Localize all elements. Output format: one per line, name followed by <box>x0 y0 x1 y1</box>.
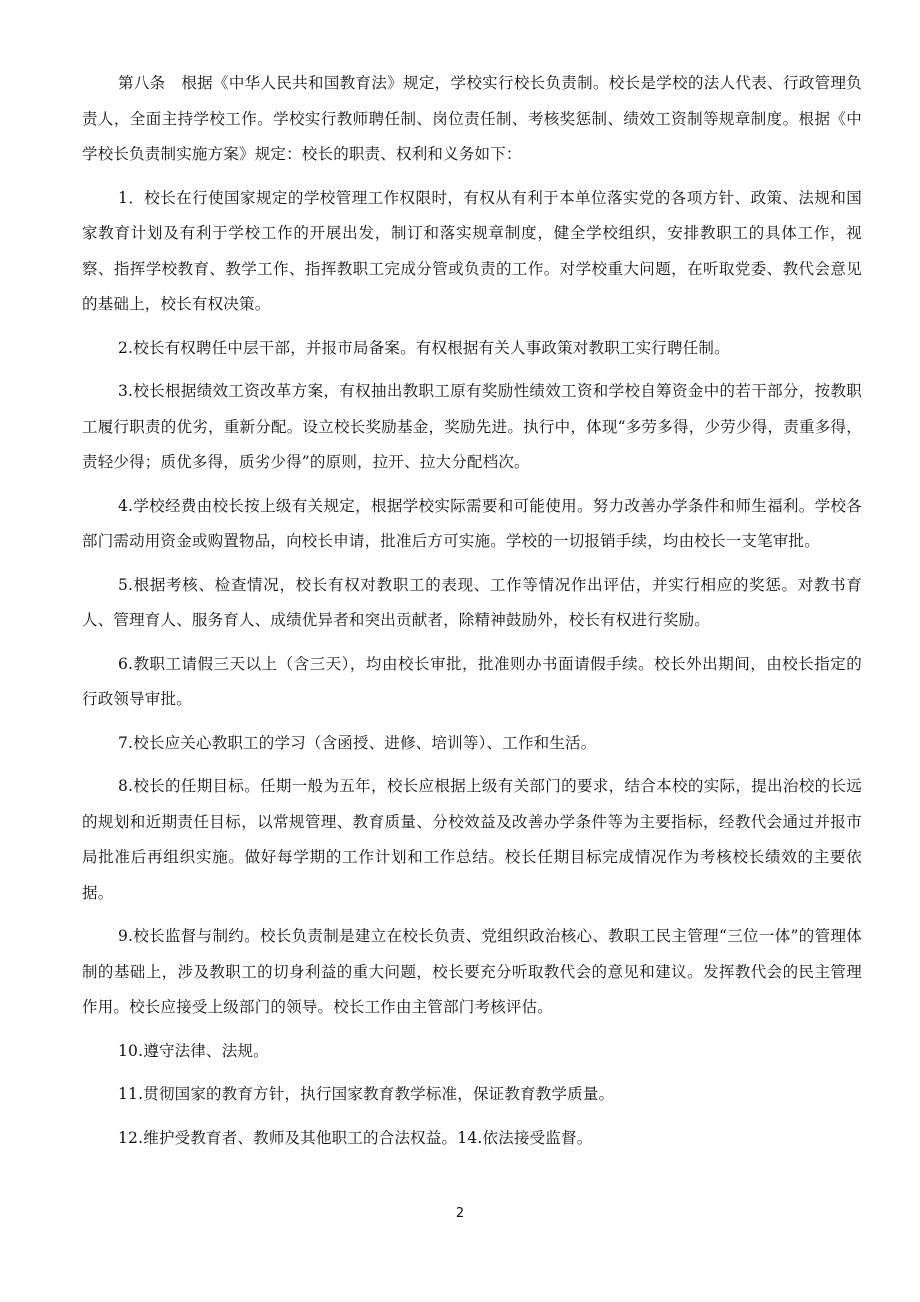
article-intro: 第八条 根据《中华人民共和国教育法》规定，学校实行校长负责制。校长是学校的法人代表、行政管理负责人，全面主持学校工作。学校实行教师聘任制、岗位责任制、考核奖惩制、绩效工资制等规章制度。根据《中学校长负责制实施方案》规定：校长的职责、权利和义务如下： <box>82 74 862 163</box>
list-item: 11.贯彻国家的教育方针，执行国家教育教学标准，保证教育教学质量。 <box>118 1085 615 1103</box>
list-item: 5.根据考核、检查情况，校长有权对教职工的表现、工作等情况作出评估，并实行相应的奖惩。对教书育人、管理育人、服务育人、成绩优异者和突出贡献者，除精神鼓励外，校长有权进行奖励。 <box>82 575 862 629</box>
list-item: 12.维护受教育者、教师及其他职工的合法权益。14.依法接受监督。 <box>118 1128 593 1147</box>
list-item: 3.校长根据绩效工资改革方案，有权抽出教职工原有奖励性绩效工资和学校自筹资金中的若干部分，按教职工履行职责的优劣，重新分配。设立校长奖励基金，奖励先进。执行中，体现“多劳多得，少劳少得，责重多得，责轻少得；质优多得，质劣少得”的原则，拉开、拉大分配档次。 <box>82 382 862 471</box>
list-item: 6.教职工请假三天以上（含三天），均由校长审批，批准则办书面请假手续。校长外出期间，由校长指定的行政领导审批。 <box>82 654 862 708</box>
list-item: 9.校长监督与制约。校长负责制是建立在校长负责、党组织政治核心、教职工民主管理“三位一体”的管理体制的基础上，涉及教职工的切身利益的重大问题，校长要充分听取教代会的意见和建议。发挥教代会的民主管理作用。校长应接受上级部门的领导。校长工作由主管部门考核评估。 <box>82 927 862 1016</box>
page-number: 2 <box>455 1206 465 1221</box>
list-item: 2.校长有权聘任中层干部，并报市局备案。有权根据有关人事政策对教职工实行聘任制。 <box>118 338 730 357</box>
list-item: 7.校长应关心教职工的学习（含函授、进修、培训等）、工作和生活。 <box>118 733 597 752</box>
list-item: 4.学校经费由校长按上级有关规定，根据学校实际需要和可能使用。努力改善办学条件和师生福利。学校各部门需动用资金或购置物品，向校长申请，批准后方可实施。学校的一切报销手续，均由校长一支笔审批。 <box>82 496 862 550</box>
list-item: 1．校长在行使国家规定的学校管理工作权限时，有权从有利于本单位落实党的各项方针、政策、法规和国家教育计划及有利于学校工作的开展出发，制订和落实规章制度，健全学校组织，安排教职工的具体工作，视察、指挥学校教育、教学工作、指挥教职工完成分管或负责的工作。对学校重大问题，在听取党委、教代会意见的基础上，校长有权决策。 <box>82 188 862 313</box>
document-body <box>82 66 862 1164</box>
list-item: 8.校长的任期目标。任期一般为五年，校长应根据上级有关部门的要求，结合本校的实际，提出治校的长远的规划和近期责任目标，以常规管理、教育质量、分校效益及改善办学条件等为主要指标，经教代会通过并报市局批准后再组织实施。做好每学期的工作计划和工作总结。校长任期目标完成情况作为考核校长绩效的主要依据。 <box>82 777 862 902</box>
list-item: 10.遵守法律、法规。 <box>118 1041 269 1060</box>
